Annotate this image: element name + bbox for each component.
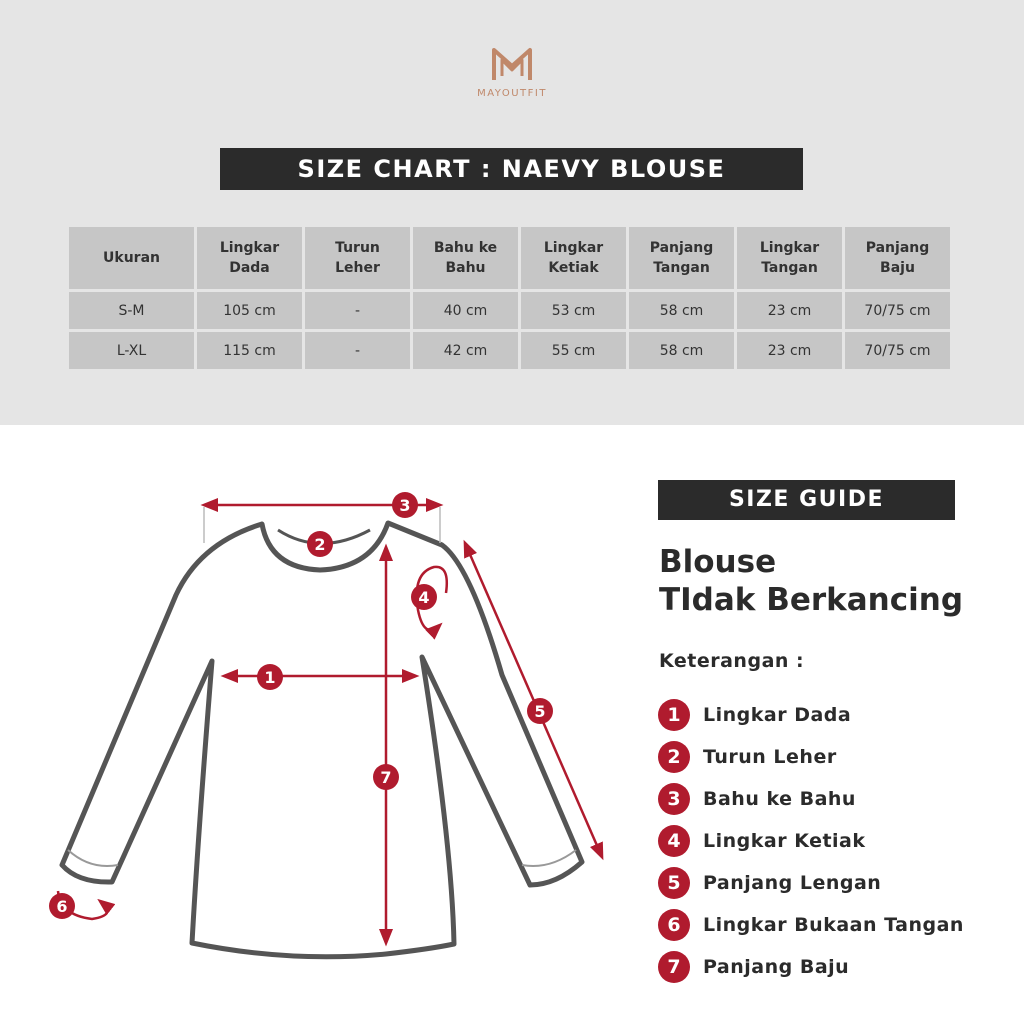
size-guide-title: SIZE GUIDE xyxy=(658,480,955,520)
brand-logo xyxy=(462,44,562,99)
legend-label: Lingkar Bukaan Tangan xyxy=(703,914,964,936)
legend-item xyxy=(658,862,964,904)
table-cell: 23 cm xyxy=(737,292,842,329)
legend-item xyxy=(658,736,964,778)
legend-heading: Keterangan : xyxy=(659,650,805,672)
product-title-line-2: TIdak Berkancing xyxy=(659,582,964,618)
header-ukuran: Ukuran xyxy=(69,227,194,289)
svg-text:2: 2 xyxy=(314,535,326,554)
header-panjang-tangan: Panjang Tangan xyxy=(629,227,734,289)
badge-6 xyxy=(49,893,75,919)
legend-label: Lingkar Dada xyxy=(703,704,852,726)
legend-badge: 4 xyxy=(658,825,690,857)
product-title xyxy=(659,543,963,619)
header-panjang-baju: Panjang Baju xyxy=(845,227,950,289)
legend-label: Panjang Lengan xyxy=(703,872,882,894)
badge-7 xyxy=(373,764,399,790)
blouse-diagram xyxy=(0,425,640,1024)
table-header-row xyxy=(69,227,950,289)
header-turun-leher: Turun Leher xyxy=(305,227,410,289)
table-cell: - xyxy=(305,332,410,369)
table-cell: 42 cm xyxy=(413,332,518,369)
brand-name: MAYOUTFIT xyxy=(477,88,547,99)
right-cuff xyxy=(522,850,576,866)
table-cell: S-M xyxy=(69,292,194,329)
badge-1 xyxy=(257,664,283,690)
legend-list xyxy=(658,694,964,988)
left-cuff xyxy=(68,850,118,866)
header-lingkar-ketiak: Lingkar Ketiak xyxy=(521,227,626,289)
header-lingkar-dada: Lingkar Dada xyxy=(197,227,302,289)
size-chart-title: SIZE CHART : NAEVY BLOUSE xyxy=(220,148,803,190)
header-bahu-ke-bahu: Bahu ke Bahu xyxy=(413,227,518,289)
table-cell: 53 cm xyxy=(521,292,626,329)
table-cell: 70/75 cm xyxy=(845,292,950,329)
legend-label: Lingkar Ketiak xyxy=(703,830,866,852)
svg-text:3: 3 xyxy=(399,496,411,515)
header-lingkar-tangan: Lingkar Tangan xyxy=(737,227,842,289)
legend-badge: 6 xyxy=(658,909,690,941)
table-cell: 40 cm xyxy=(413,292,518,329)
legend-item xyxy=(658,820,964,862)
table-cell: 58 cm xyxy=(629,332,734,369)
legend-item xyxy=(658,946,964,988)
legend-badge: 1 xyxy=(658,699,690,731)
table-cell: 115 cm xyxy=(197,332,302,369)
badge-5 xyxy=(527,698,553,724)
legend-item xyxy=(658,694,964,736)
table-cell: - xyxy=(305,292,410,329)
legend-badge: 5 xyxy=(658,867,690,899)
blouse-outline xyxy=(62,523,582,957)
table-cell: L-XL xyxy=(69,332,194,369)
table-cell: 58 cm xyxy=(629,292,734,329)
size-chart-table xyxy=(66,224,953,372)
svg-text:7: 7 xyxy=(380,768,392,787)
svg-text:1: 1 xyxy=(264,668,276,687)
legend-badge: 3 xyxy=(658,783,690,815)
svg-text:6: 6 xyxy=(56,897,68,916)
legend-badge: 7 xyxy=(658,951,690,983)
svg-text:5: 5 xyxy=(534,702,546,721)
legend-item xyxy=(658,778,964,820)
badge-2 xyxy=(307,531,333,557)
table-row xyxy=(69,332,950,369)
table-cell: 55 cm xyxy=(521,332,626,369)
table-cell: 70/75 cm xyxy=(845,332,950,369)
table-cell: 105 cm xyxy=(197,292,302,329)
badge-3 xyxy=(392,492,418,518)
table-cell: 23 cm xyxy=(737,332,842,369)
legend-item xyxy=(658,904,964,946)
legend-label: Bahu ke Bahu xyxy=(703,788,856,810)
legend-label: Turun Leher xyxy=(703,746,837,768)
brand-logo-icon xyxy=(490,44,534,84)
table-row xyxy=(69,292,950,329)
svg-text:4: 4 xyxy=(418,588,430,607)
legend-badge: 2 xyxy=(658,741,690,773)
legend-label: Panjang Baju xyxy=(703,956,850,978)
product-title-line-1: Blouse xyxy=(659,544,777,580)
badge-4 xyxy=(411,584,437,610)
